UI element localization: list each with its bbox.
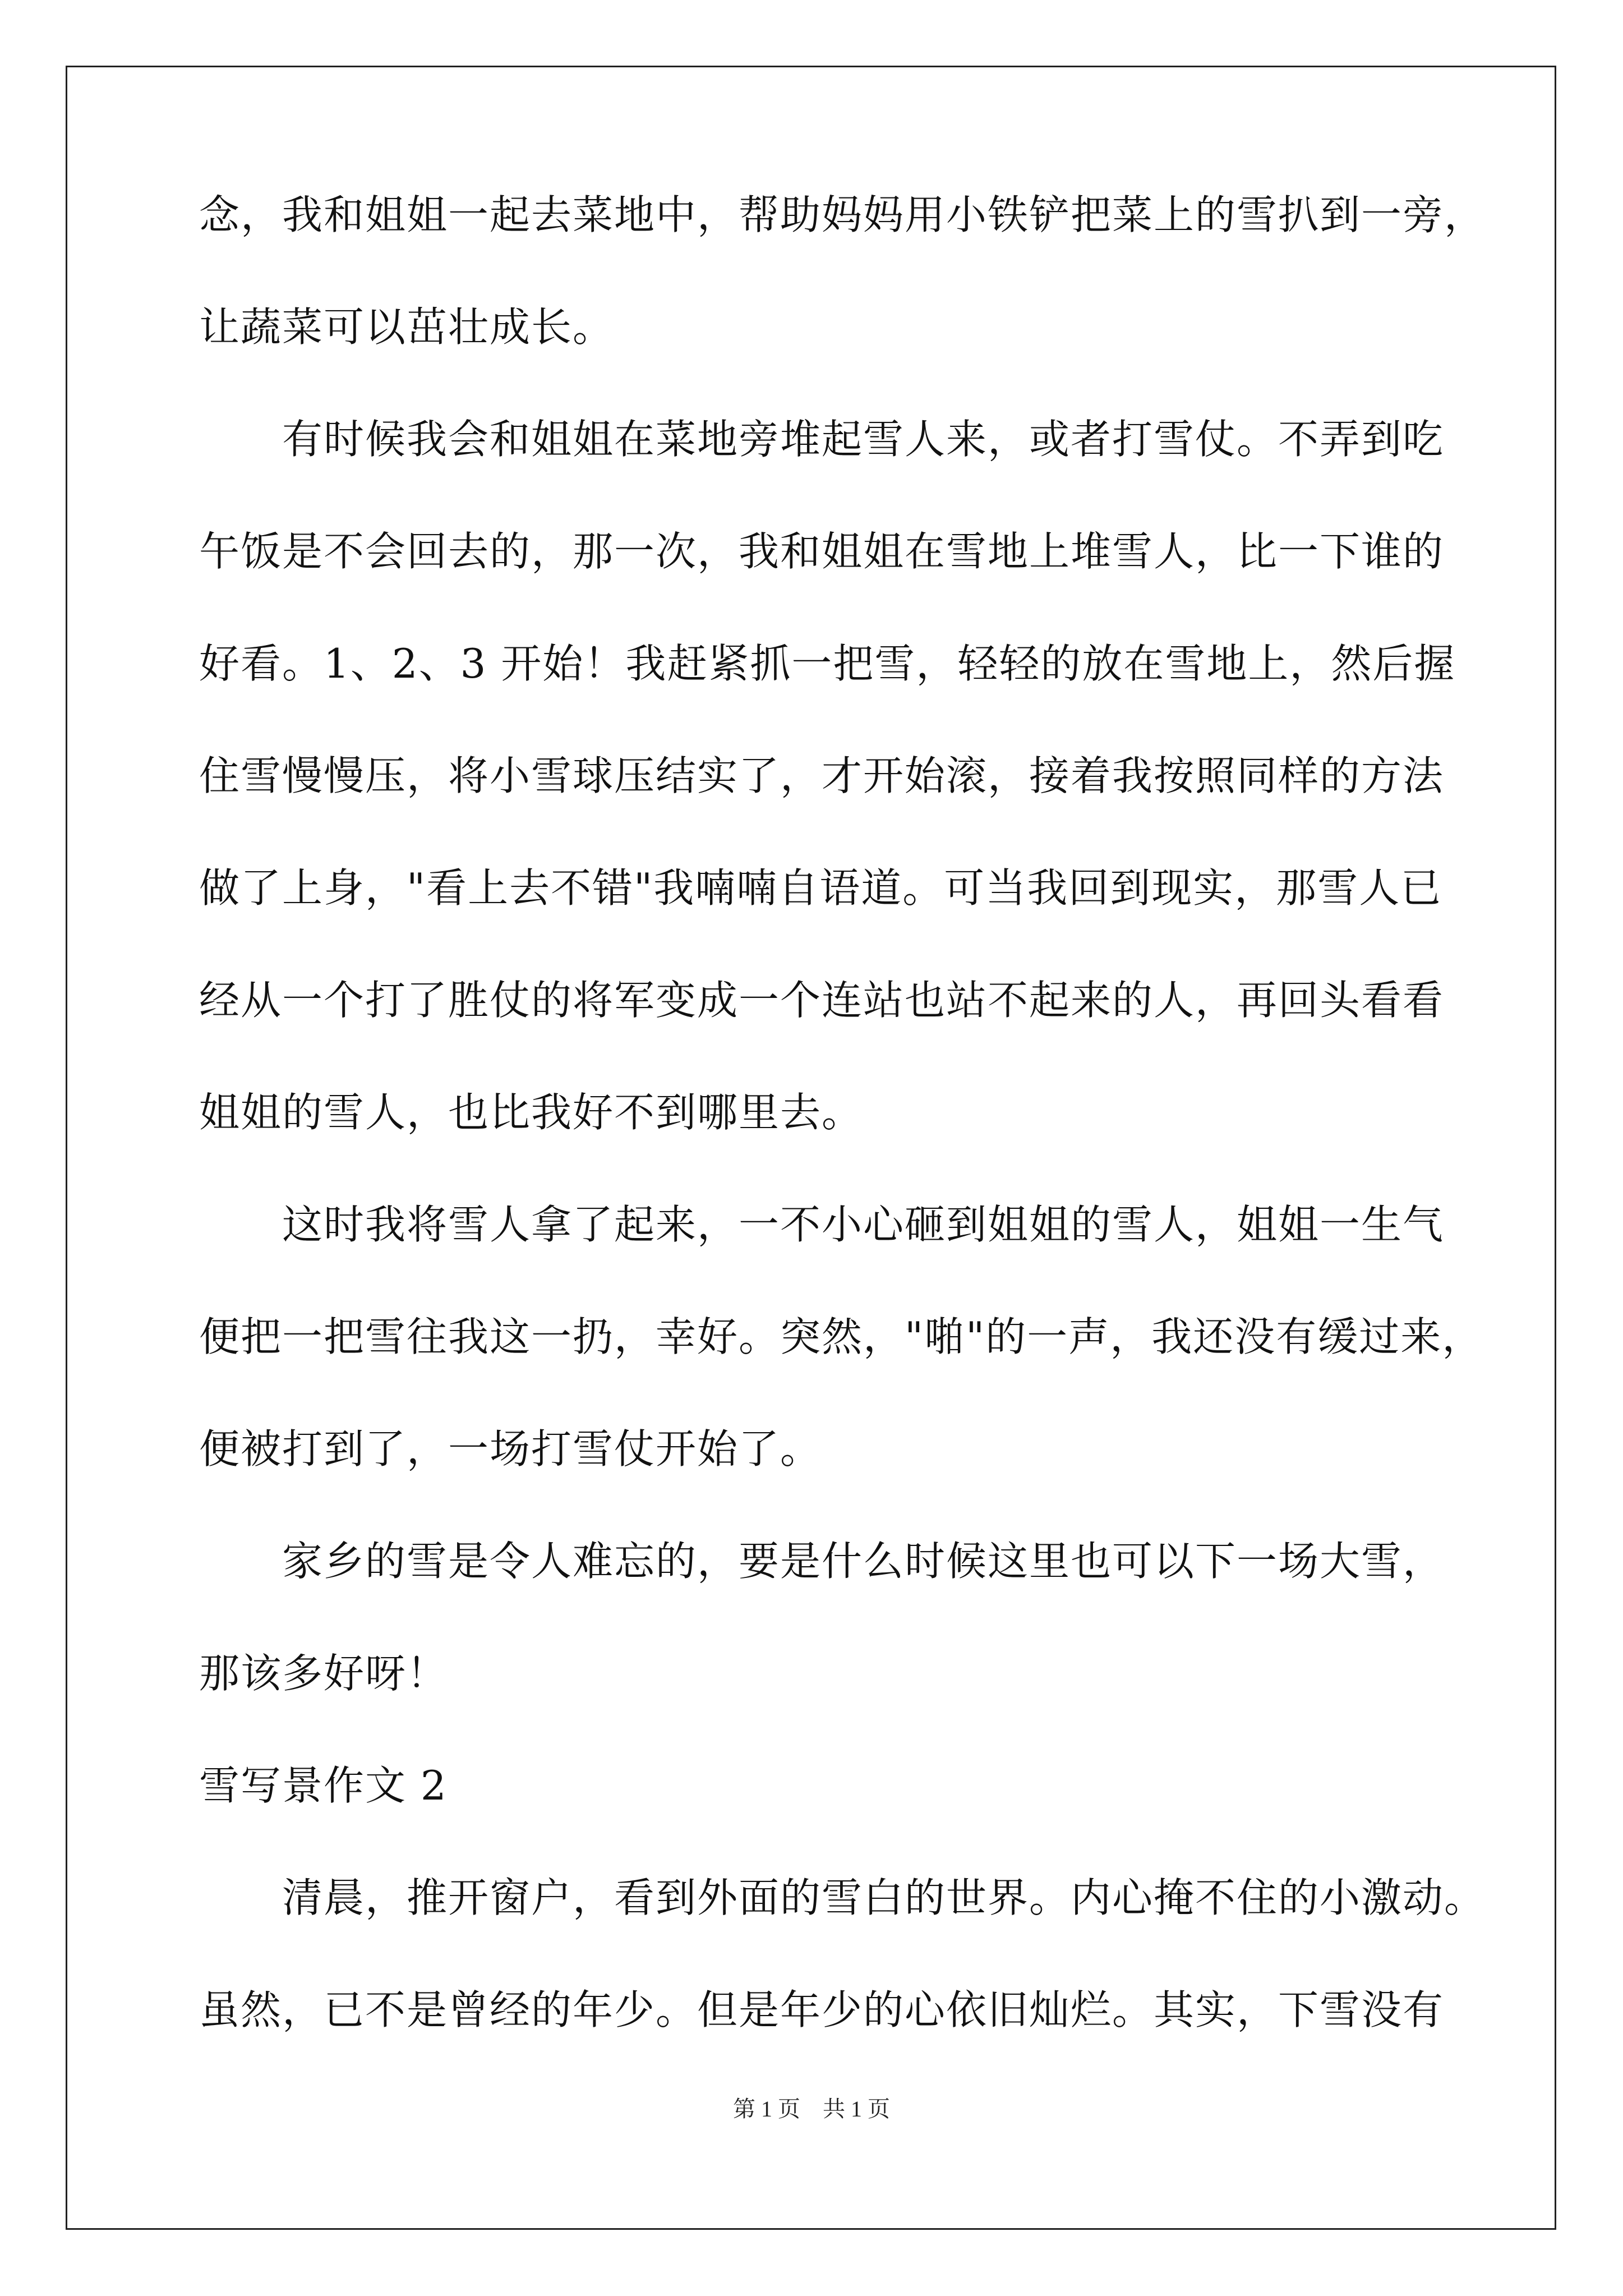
section-title: 雪写景作文 2 [199,1762,448,1809]
text-line: 清晨，推开窗户，看到外面的雪白的世界。内心掩不住的小激动。 [282,1874,1486,1921]
text-line: 午饭是不会回去的，那一次，我和姐姐在雪地上堆雪人，比一下谁的 [199,528,1445,575]
text-line: 虽然，已不是曾经的年少。但是年少的心依旧灿烂。其实，下雪没有 [199,1986,1445,2033]
document-body [199,191,1486,2033]
text-line: 做了上身，"看上去不错"我喃喃自语道。可当我回到现实，那雪人已 [199,864,1442,912]
paragraph [199,1201,1484,1473]
page-number-footer: 第 1 页 共 1 页 [733,2096,890,2122]
paragraph [199,416,1456,1136]
text-line: 住雪慢慢压，将小雪球压结实了，才开始滚，接着我按照同样的方法 [199,752,1445,799]
text-line: 姐姐的雪人，也比我好不到哪里去。 [199,1089,864,1136]
text-line: 便把一把雪往我这一扔，幸好。突然，"啪"的一声，我还没有缓过来， [199,1313,1484,1360]
text-line: 这时我将雪人拿了起来，一不小心砸到姐姐的雪人，姐姐一生气 [282,1201,1445,1248]
paragraph [199,1538,1445,1697]
text-line: 念，我和姐姐一起去菜地中，帮助妈妈用小铁铲把菜上的雪扒到一旁， [199,191,1486,238]
text-line: 家乡的雪是令人难忘的，要是什么时候这里也可以下一场大雪， [282,1538,1445,1585]
text-line: 那该多好呀！ [199,1650,449,1697]
paragraph [199,1874,1486,2033]
text-line: 便被打到了，一场打雪仗开始了。 [199,1425,822,1473]
text-line: 经从一个打了胜仗的将军变成一个连站也站不起来的人，再回头看看 [199,977,1445,1024]
text-line: 有时候我会和姐姐在菜地旁堆起雪人来，或者打雪仗。不弄到吃 [282,416,1445,463]
text-line: 让蔬菜可以茁壮成长。 [199,303,615,351]
paragraph [199,191,1486,351]
text-line: 好看。1、2、3 开始！我赶紧抓一把雪，轻轻的放在雪地上，然后握 [199,640,1456,687]
